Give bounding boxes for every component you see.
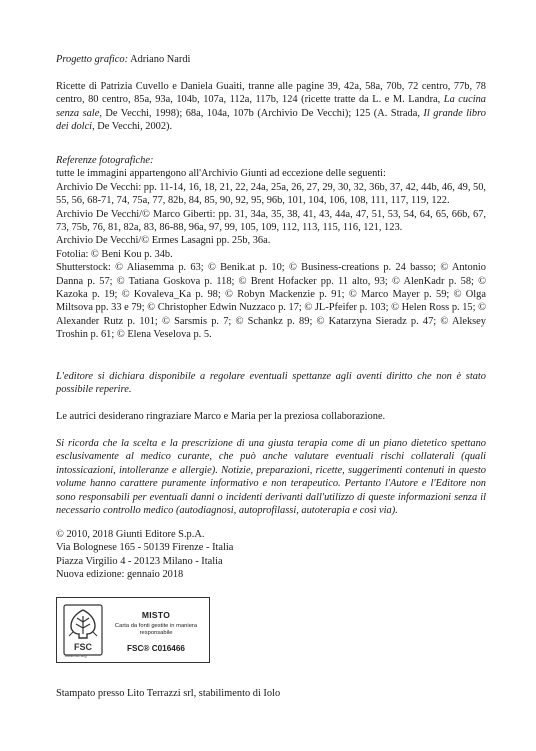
recipes-part3: , De Vecchi, 2002). [92, 121, 173, 133]
imprint [56, 528, 486, 582]
imprint-line: Piazza Virgilio 4 - 20123 Milano - Italia [56, 555, 223, 567]
recipes-credit [56, 80, 486, 134]
recipes-title1: La cucina senza sale [56, 94, 486, 119]
recipes-part1: Ricette di Patrizia Cuvello e Daniela Guaiti, tranne alle pagine 39, 42a, 58a, 70b, 72 centro, 77b, 78 centro, 80 centro, 85a, 93a, 104b, 107a, 112a, 117b, 124 (ricette tratte da L. e M. Landra, [56, 81, 486, 106]
imprint-line: © 2010, 2018 Giunti Editore S.p.A. [56, 529, 205, 540]
photo-credit-line: Archivio De Vecchi/© Marco Giberti: pp. 31, 34a, 35, 38, 41, 43, 44a, 47, 51, 53, 54, 64, 65, 66b, 67, 73, 75b, 76, 81, 82a, 83, 86-88, 96a, 97, 99, 105, 109, 112, 113, 115, 116, 121, 123. [56, 208, 486, 234]
photo-credit-line: Archivio De Vecchi: pp. 11-14, 16, 18, 21, 22, 24a, 25a, 26, 27, 29, 30, 32, 36b, 37, 42, 44b, 46, 49, 50, 55, 56, 68-71, 74, 75a, 77, 82b, 84, 85, 90, 92, 95, 96b, 101, 104, 106, 108, 111, 117, 119, 122. [56, 181, 487, 207]
recipes-part2: , De Vecchi, 1998); 68a, 104a, 107b (Archivio De Vecchi); 125 (A. Strada, [99, 107, 424, 119]
design-credit [56, 53, 486, 66]
fsc-logo-text: FSC [74, 642, 92, 652]
photo-credits-heading: Referenze fotografiche: [56, 155, 154, 166]
fsc-text-block [107, 602, 205, 653]
fsc-misto-label: MISTO [141, 610, 171, 620]
photo-credit-line: Fotolia: © Beni Kou p. 34b. [56, 248, 173, 260]
publisher-note: L'editore si dichiara disponibile a regolare eventuali spettanze agli aventi diritto che non è stato possibile reperire. [56, 371, 486, 396]
photo-credit-line: Archivio De Vecchi/© Ermes Lasagni pp. 25b, 36a. [56, 235, 271, 247]
recipes-title2: Il grande libro dei dolci [56, 107, 486, 133]
printer-note: Stampato presso Lito Terrazzi srl, stabilimento di Iolo [56, 688, 281, 699]
fsc-subtitle: Carta da fonti gestite in maniera responsabile [114, 623, 198, 636]
photo-credit-line: Shutterstock: © Aliasemma p. 63; © Benik.at p. 10; © Business-creations p. 24 basso; © Antonio Danna p. 57; © Tatiana Goskova p. 118; © Brent Hofacker pp. 11 alto, 93; © AlenKadr p. 58; © Kazoka p. 19; © Kovaleva_Ka p. 98; © Robyn Mackenzie p. 91; © Marco Mayer p. 59; © Olga Miltsova pp. 33 e 79; © Christopher Edwin Nuzzaco p. 17; © JL-Pfeifer p. 103; © Helen Ross p. 15; © Alexander Rutz p. 101; © Sarsmis p. 7; © Schankz p. 89; © Katarzyna Sieradz p. 47; © Aleksey Troshin p. 61; © Elena Veselova p. 5. [56, 262, 486, 341]
photo-credit-line: tutte le immagini appartengono all'Archivio Giunti ad eccezione delle seguenti: [56, 168, 386, 180]
fsc-tree-icon [63, 604, 103, 656]
imprint-line: Nuova edizione: gennaio 2018 [56, 569, 184, 581]
thanks-note: Le autrici desiderano ringraziare Marco e Maria per la preziosa collaborazione. [56, 411, 386, 422]
design-label: Progetto grafico: [56, 54, 129, 65]
imprint-line: Via Bolognese 165 - 50139 Firenze - Italia [56, 542, 234, 554]
medical-disclaimer: Si ricorda che la scelta e la prescrizione di una giusta terapia come di un piano dietetico spettano esclusivamente al medico curante, che può anche valutare eventuali rischi collaterali (quali intossicazioni, intolleranze e allergie). Notizie, preparazioni, ricette, suggerimenti contenuti in questo volume hanno carattere puramente informativo e non terapeutico. Pertanto l'Autore e l'Editore non sono responsabili per eventuali danni o incidenti derivanti dall'utilizzo di queste informazioni senza il necessario controllo medico (autodiagnosi, autoprofilassi, autoterapia e così via). [56, 438, 486, 517]
fsc-url: www.fsc.org [65, 653, 87, 658]
design-name: Adriano Nardi [130, 54, 191, 65]
fsc-certification-box [56, 597, 210, 663]
fsc-license-code: FSC® C016466 [127, 644, 185, 653]
photo-credits [56, 154, 486, 342]
